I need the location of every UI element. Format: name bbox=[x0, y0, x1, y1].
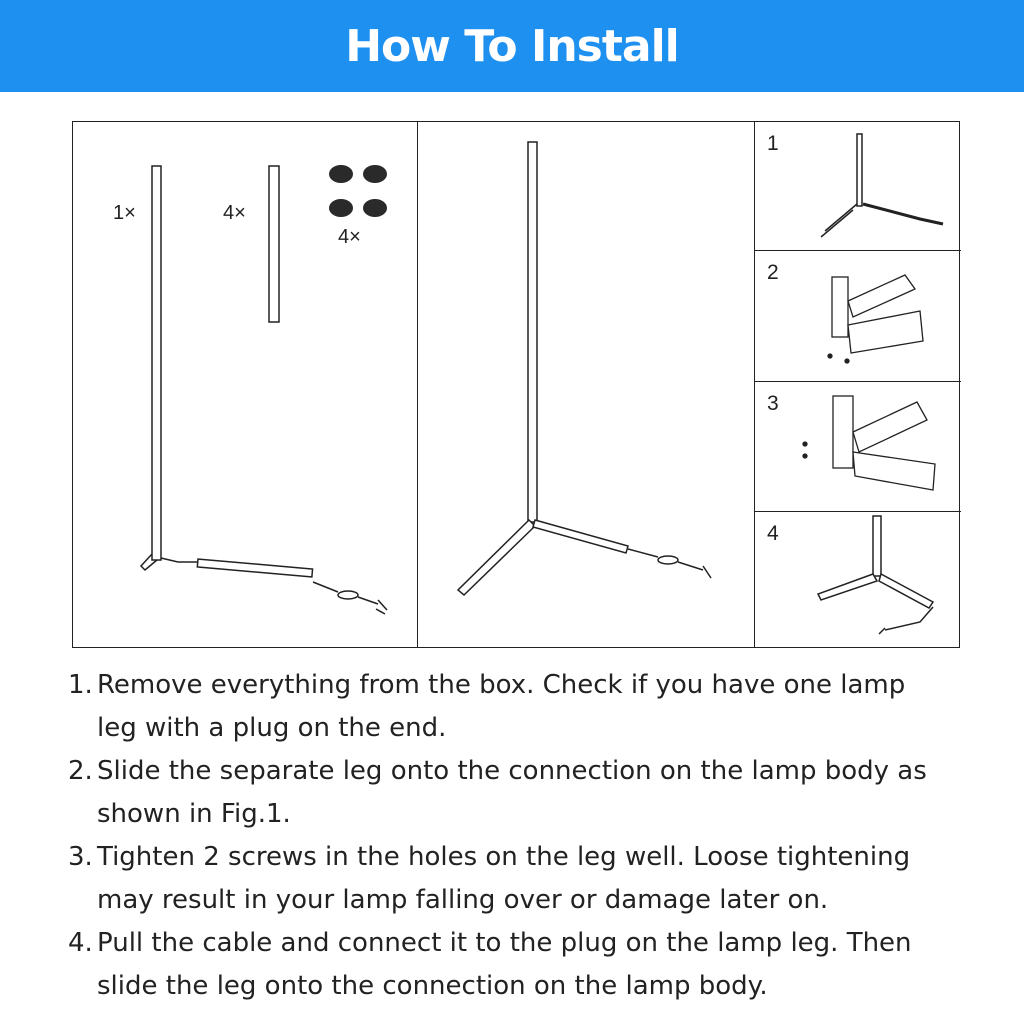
header-banner bbox=[0, 0, 1024, 92]
instruction-number: 4. bbox=[68, 928, 93, 958]
assembled-lamp-panel bbox=[418, 122, 755, 647]
page-title: How To Install bbox=[345, 20, 679, 72]
step-number: 3 bbox=[767, 392, 779, 415]
step-cell-2 bbox=[755, 251, 961, 382]
instructions-list bbox=[68, 664, 948, 1008]
long-leg-drawing bbox=[141, 166, 387, 614]
instruction-text: Remove everything from the box. Check if you have one lamp leg with a plug on the end. bbox=[97, 670, 906, 743]
instruction-item bbox=[68, 836, 948, 922]
instruction-item bbox=[68, 664, 948, 750]
instruction-item bbox=[68, 922, 948, 1008]
assembled-lamp-illustration bbox=[418, 122, 755, 649]
parts-panel bbox=[73, 122, 418, 647]
instruction-number: 1. bbox=[68, 670, 93, 700]
rubber-feet-drawing bbox=[329, 165, 387, 217]
step-number: 2 bbox=[767, 261, 779, 284]
long-leg-quantity: 1× bbox=[113, 202, 136, 224]
step-3-illustration bbox=[755, 382, 961, 512]
step-cell-4 bbox=[755, 512, 961, 649]
instruction-number: 3. bbox=[68, 842, 93, 872]
instruction-text: Slide the separate leg onto the connection on the lamp body as shown in Fig.1. bbox=[97, 756, 927, 829]
short-leg-drawing bbox=[269, 166, 279, 322]
instruction-text: Pull the cable and connect it to the plug on the lamp leg. Then slide the leg onto the connection on the lamp body. bbox=[97, 928, 912, 1001]
instruction-number: 2. bbox=[68, 756, 93, 786]
installation-figure bbox=[72, 121, 960, 648]
step-4-illustration bbox=[755, 512, 961, 649]
step-cell-3 bbox=[755, 382, 961, 512]
steps-column bbox=[755, 122, 961, 647]
step-number: 1 bbox=[767, 132, 779, 155]
short-leg-quantity: 4× bbox=[223, 202, 246, 224]
step-number: 4 bbox=[767, 522, 779, 545]
instruction-item bbox=[68, 750, 948, 836]
instruction-text: Tighten 2 screws in the holes on the leg well. Loose tightening may result in your lamp falling over or damage later on. bbox=[97, 842, 911, 915]
step-2-illustration bbox=[755, 251, 961, 382]
parts-illustration bbox=[73, 122, 418, 649]
step-cell-1 bbox=[755, 122, 961, 251]
feet-quantity: 4× bbox=[338, 226, 361, 248]
step-1-illustration bbox=[755, 122, 961, 251]
